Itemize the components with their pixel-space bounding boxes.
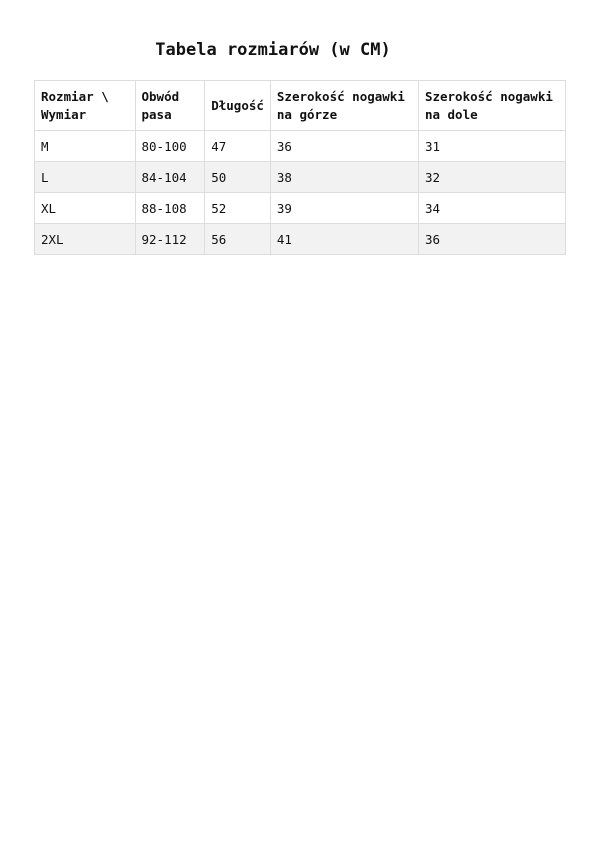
cell-length: 50	[205, 162, 271, 193]
table-header	[35, 81, 566, 131]
cell-size: XL	[35, 193, 136, 224]
cell-leg-width-bottom: 34	[418, 193, 565, 224]
cell-leg-width-top: 41	[270, 224, 418, 255]
header-waist: Obwód pasa	[135, 81, 205, 131]
header-leg-width-top: Szerokość nogawki na górze	[270, 81, 418, 131]
cell-length: 56	[205, 224, 271, 255]
cell-waist: 88-108	[135, 193, 205, 224]
cell-leg-width-bottom: 32	[418, 162, 565, 193]
header-size-dimension: Rozmiar \ Wymiar	[35, 81, 136, 131]
cell-leg-width-top: 36	[270, 131, 418, 162]
cell-leg-width-top: 39	[270, 193, 418, 224]
cell-waist: 80-100	[135, 131, 205, 162]
cell-leg-width-top: 38	[270, 162, 418, 193]
table-row	[35, 131, 566, 162]
cell-waist: 84-104	[135, 162, 205, 193]
cell-length: 47	[205, 131, 271, 162]
cell-size: 2XL	[35, 224, 136, 255]
cell-size: M	[35, 131, 136, 162]
size-table	[34, 80, 566, 255]
table-row	[35, 224, 566, 255]
header-leg-width-bottom: Szerokość nogawki na dole	[418, 81, 565, 131]
cell-size: L	[35, 162, 136, 193]
cell-leg-width-bottom: 31	[418, 131, 565, 162]
header-row	[35, 81, 566, 131]
cell-length: 52	[205, 193, 271, 224]
cell-leg-width-bottom: 36	[418, 224, 565, 255]
page-title: Tabela rozmiarów (w CM)	[155, 40, 391, 60]
table-body	[35, 131, 566, 255]
table-row	[35, 193, 566, 224]
table-row	[35, 162, 566, 193]
cell-waist: 92-112	[135, 224, 205, 255]
header-length: Długość	[205, 81, 271, 131]
